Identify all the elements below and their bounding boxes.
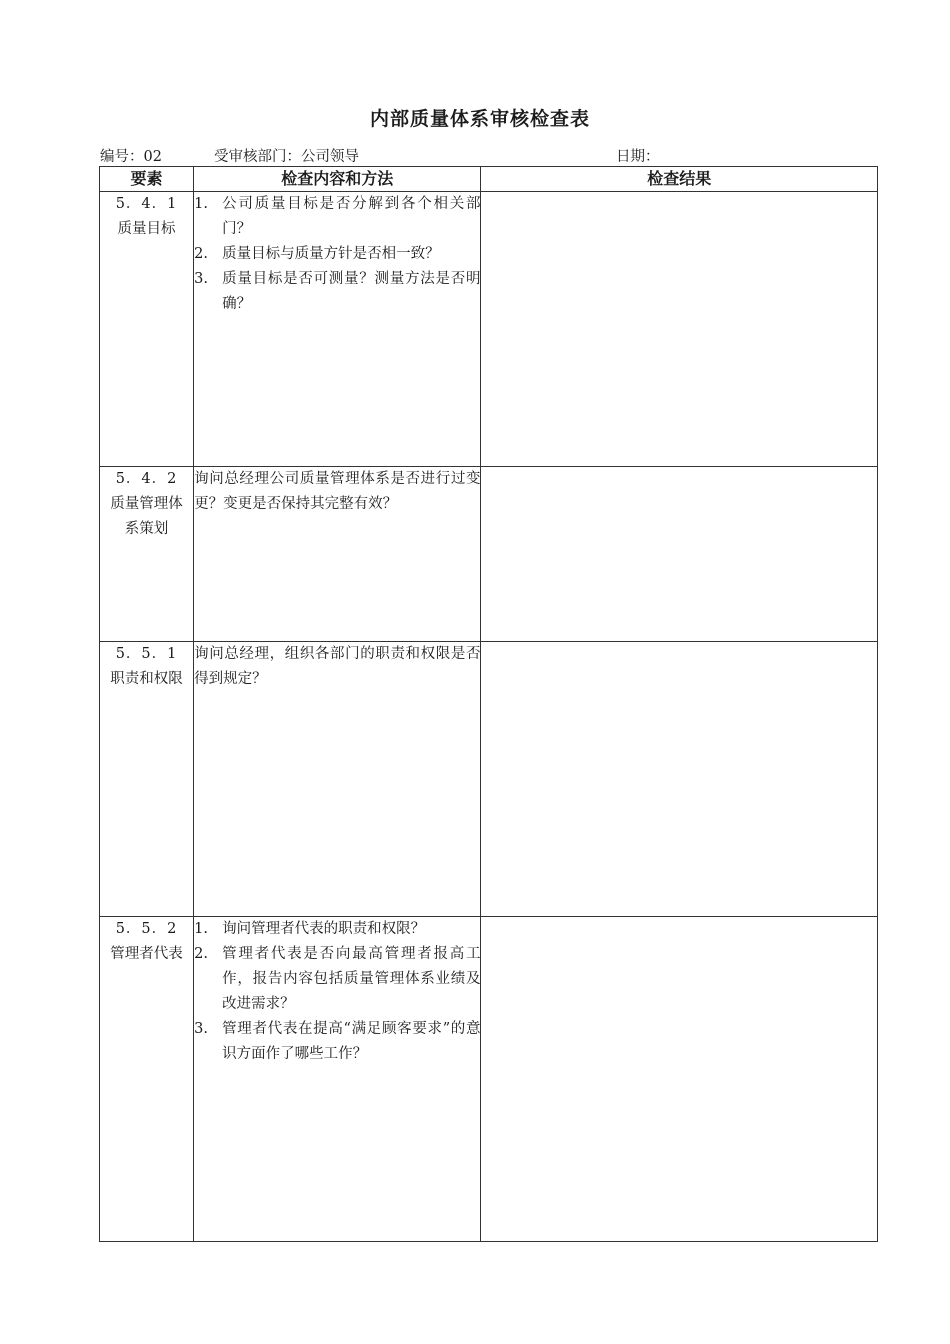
check-item-number: 1. — [194, 921, 208, 937]
element-code: 5．5．1 — [115, 646, 178, 662]
check-item — [194, 192, 480, 242]
element-name: 质量目标 — [117, 221, 176, 237]
check-item — [194, 267, 480, 317]
check-content-cell — [194, 917, 481, 1242]
table-row — [100, 467, 878, 642]
element-name: 管理者代表 — [110, 946, 183, 962]
element-cell — [100, 917, 194, 1242]
element-code: 5．4．2 — [115, 471, 178, 487]
check-item — [194, 942, 480, 1017]
check-item-text: 管理者代表在提高“满足顾客要求”的意识方面作了哪些工作？ — [222, 1021, 481, 1062]
check-result-cell[interactable] — [481, 642, 878, 917]
check-item-text: 询问管理者代表的职责和权限？ — [222, 921, 426, 937]
audit-date: 日期： — [616, 149, 660, 165]
element-code: 5．5．2 — [115, 921, 178, 937]
check-item-number: 1. — [194, 196, 208, 212]
check-content-cell — [194, 192, 481, 467]
check-item-text: 管理者代表是否向最高管理者报高工作，报告内容包括质量管理体系业绩及改进需求？ — [222, 946, 481, 1012]
table-row — [100, 917, 878, 1242]
check-content-text: 询问总经理，组织各部门的职责和权限是否得到规定？ — [194, 646, 481, 687]
document-number: 编号：02 — [100, 149, 162, 165]
check-item-text: 质量目标与质量方针是否相一致？ — [222, 246, 440, 262]
check-result-cell[interactable] — [481, 467, 878, 642]
check-item-number: 3. — [194, 271, 208, 287]
table-row — [100, 642, 878, 917]
check-result-cell[interactable] — [481, 192, 878, 467]
element-cell — [100, 192, 194, 467]
check-item-number: 3. — [194, 1021, 208, 1037]
check-item-text: 质量目标是否可测量？测量方法是否明确？ — [222, 271, 481, 312]
check-content-cell — [194, 467, 481, 642]
check-content-text: 询问总经理公司质量管理体系是否进行过变更？变更是否保持其完整有效？ — [194, 471, 481, 512]
element-cell — [100, 642, 194, 917]
check-item-text: 公司质量目标是否分解到各个相关部门？ — [222, 196, 481, 237]
check-item-number: 2. — [194, 946, 208, 962]
table-row — [100, 192, 878, 467]
check-item — [194, 1017, 480, 1067]
page-title: 内部质量体系审核检查表 — [369, 108, 590, 130]
audited-department: 受审核部门：公司领导 — [214, 149, 359, 165]
element-code: 5．4．1 — [115, 196, 178, 212]
element-cell — [100, 467, 194, 642]
element-name: 职责和权限 — [110, 671, 183, 687]
check-item — [194, 917, 480, 942]
table-header-row — [100, 167, 878, 192]
check-content-cell — [194, 642, 481, 917]
check-item-number: 2. — [194, 246, 208, 262]
element-name: 质量管理体系策划 — [110, 496, 183, 537]
audit-checklist-table — [99, 166, 878, 1242]
check-result-cell[interactable] — [481, 917, 878, 1242]
check-item — [194, 242, 480, 267]
header-check-result: 检查结果 — [481, 167, 878, 192]
header-check-content: 检查内容和方法 — [194, 167, 481, 192]
header-element: 要素 — [100, 167, 194, 192]
